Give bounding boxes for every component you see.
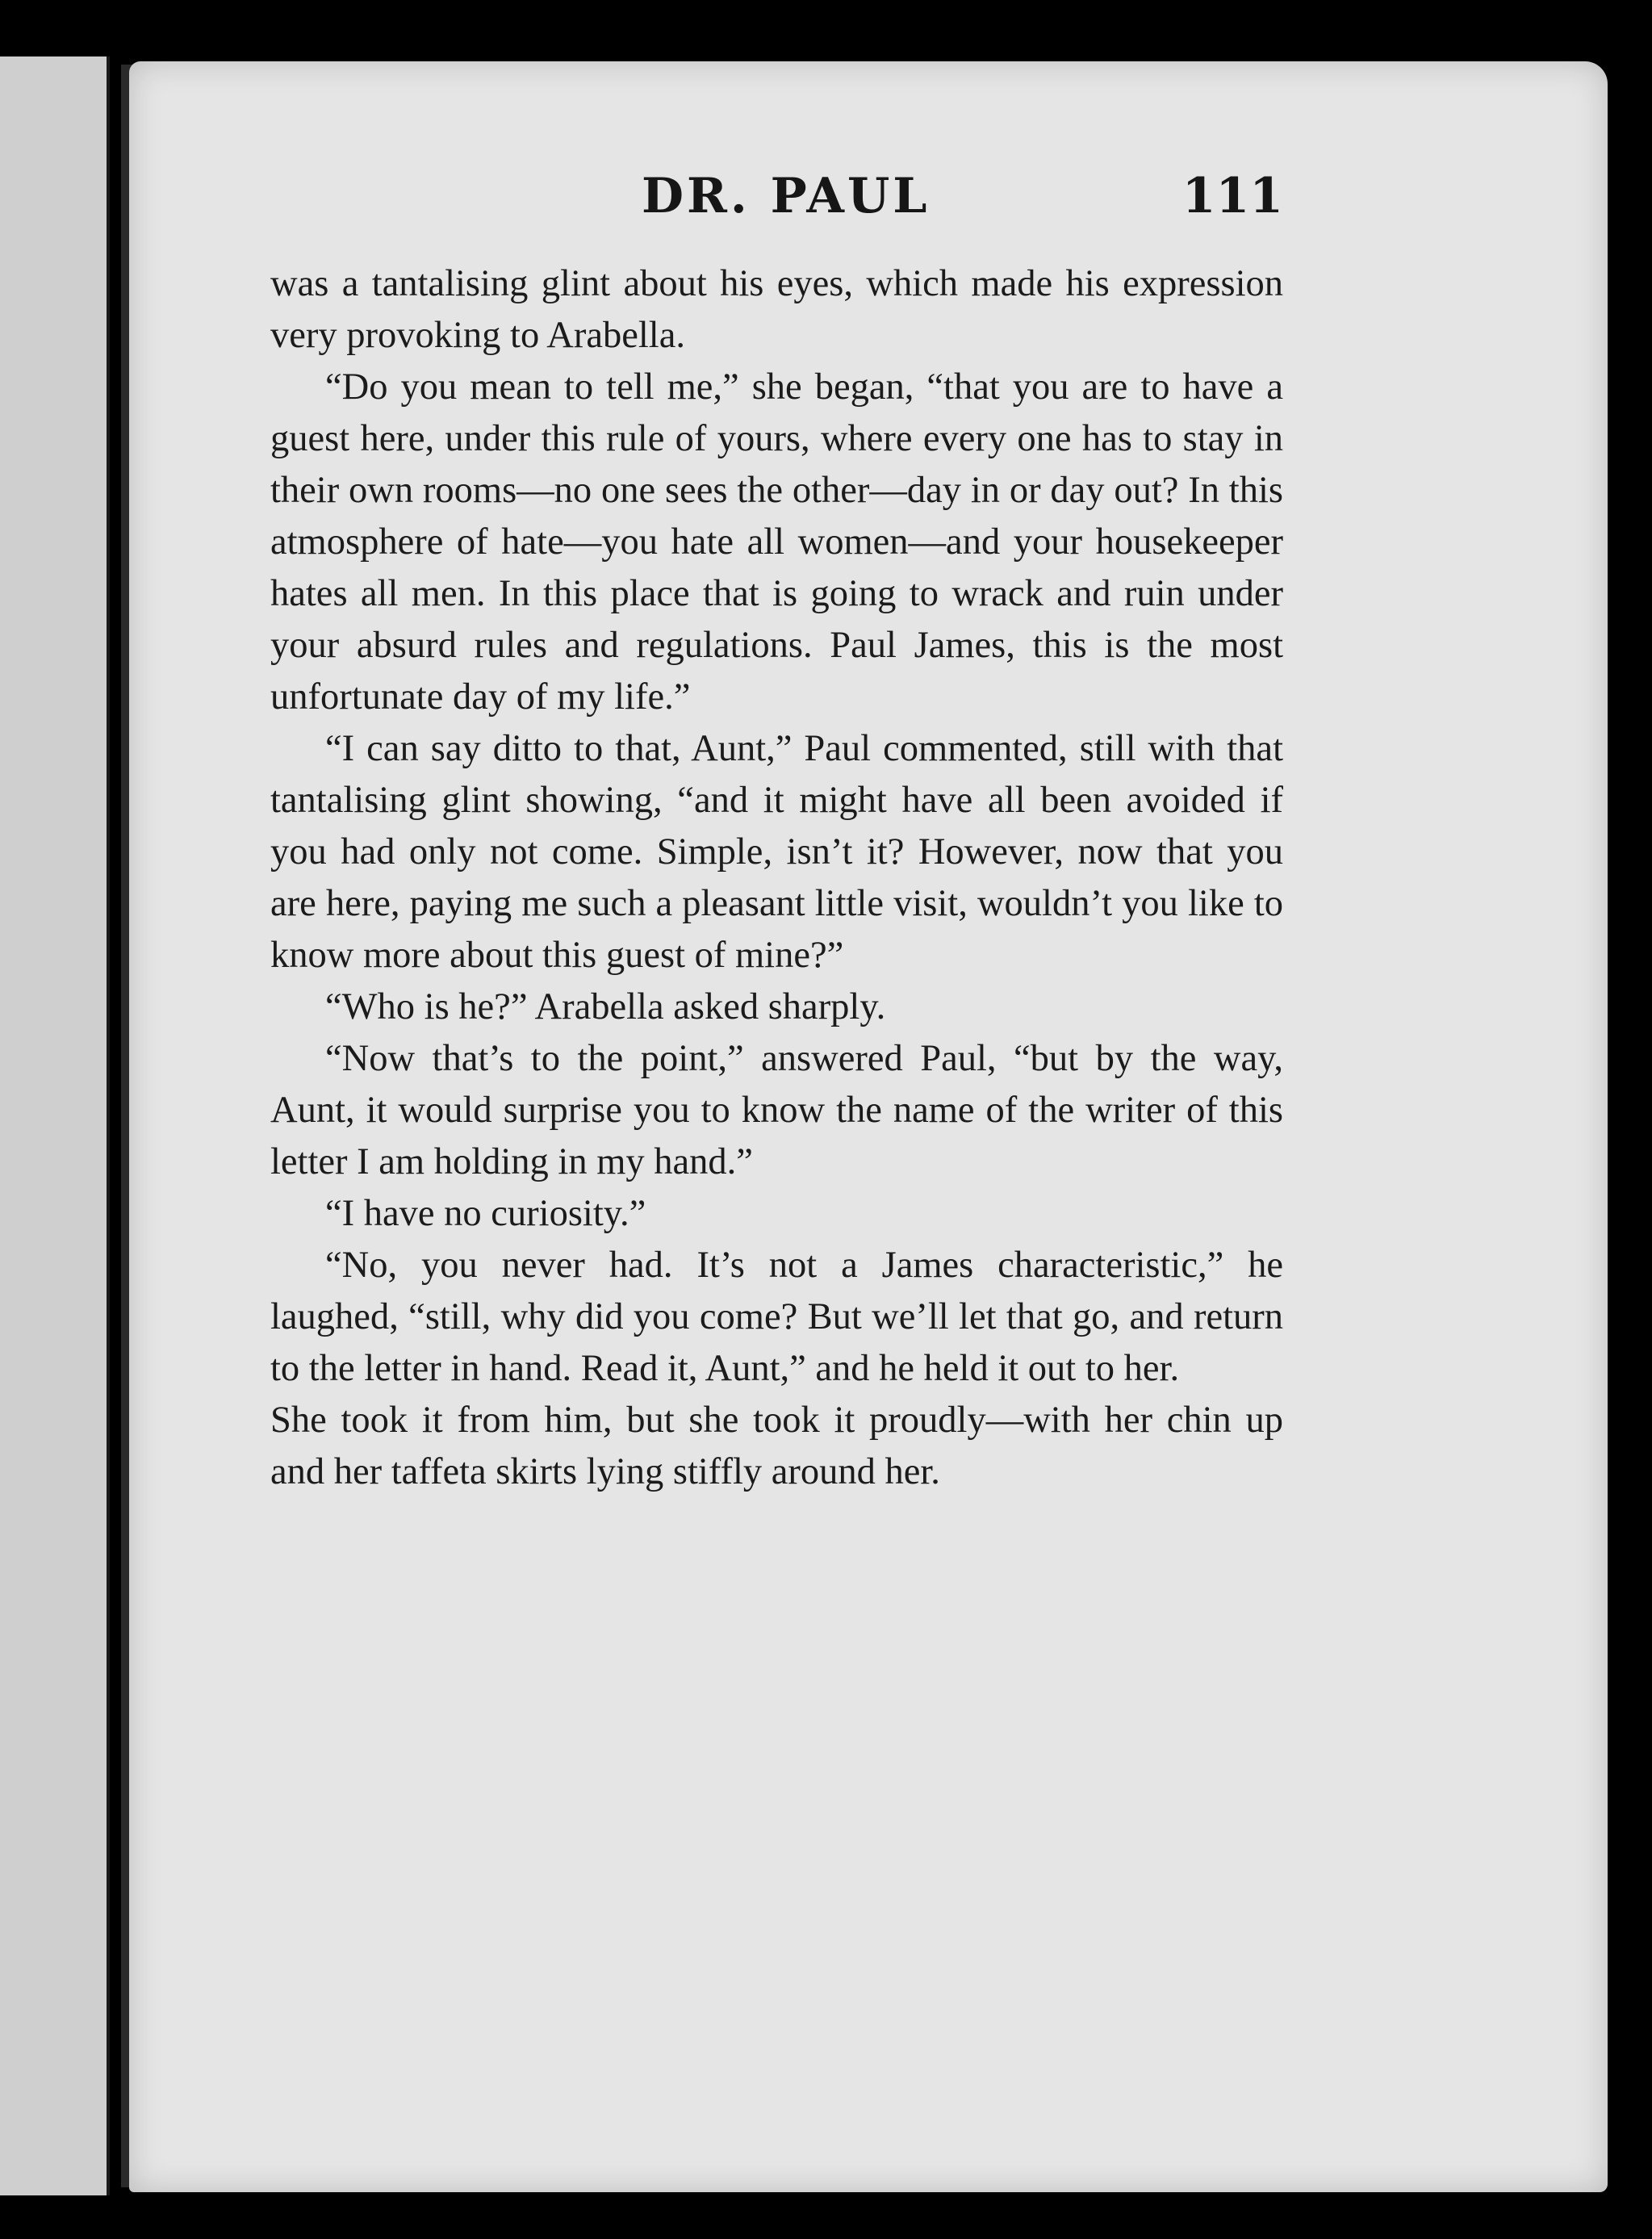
running-head: DR. PAUL [642, 168, 931, 224]
body-text [270, 258, 1283, 1498]
previous-page-edge [0, 56, 110, 2195]
paragraph: was a tantalising glint about his eyes, which made his expression very provoking to Arabella. [270, 263, 1283, 356]
paragraph: She took it from him, but she took it proudly—with her chin up and her taffeta skirts lying stiffly around her. [270, 1400, 1283, 1492]
page-number: 111 [1181, 168, 1283, 224]
page-header [270, 168, 1283, 232]
paragraph: “No, you never had. It’s not a James characteristic,” he laughed, “still, why did you come? But we’ll let that go, and return to the letter in hand. Read it, Aunt,” and he held it out to her. [270, 1245, 1283, 1389]
paragraph: “I can say ditto to that, Aunt,” Paul commented, still with that tantalising glint showing, “and it might have all been avoided if you had only not come. Simple, isn’t it? However, now that you are here, paying me such a pleasant little visit, wouldn’t you like to know more about this guest of mine?” [270, 728, 1283, 976]
paragraph: “Who is he?” Arabella asked sharply. [325, 986, 886, 1027]
paragraph: “Now that’s to the point,” answered Paul, “but by the way, Aunt, it would surprise you to know the name of the writer of this letter I am holding in my hand.” [270, 1038, 1283, 1182]
paragraph: “Do you mean to tell me,” she began, “that you are to have a guest here, under this rule of yours, where every one has to stay in their own rooms—no one sees the other—day in or day out? In this atmosphere of hate—you hate all women—and your housekeeper hates all men. In this place that is going to wrack and ruin under your absurd rules and regulations. Paul James, this is the most unfortunate day of my life.” [270, 366, 1283, 718]
paragraph: “I have no curiosity.” [325, 1193, 646, 1234]
